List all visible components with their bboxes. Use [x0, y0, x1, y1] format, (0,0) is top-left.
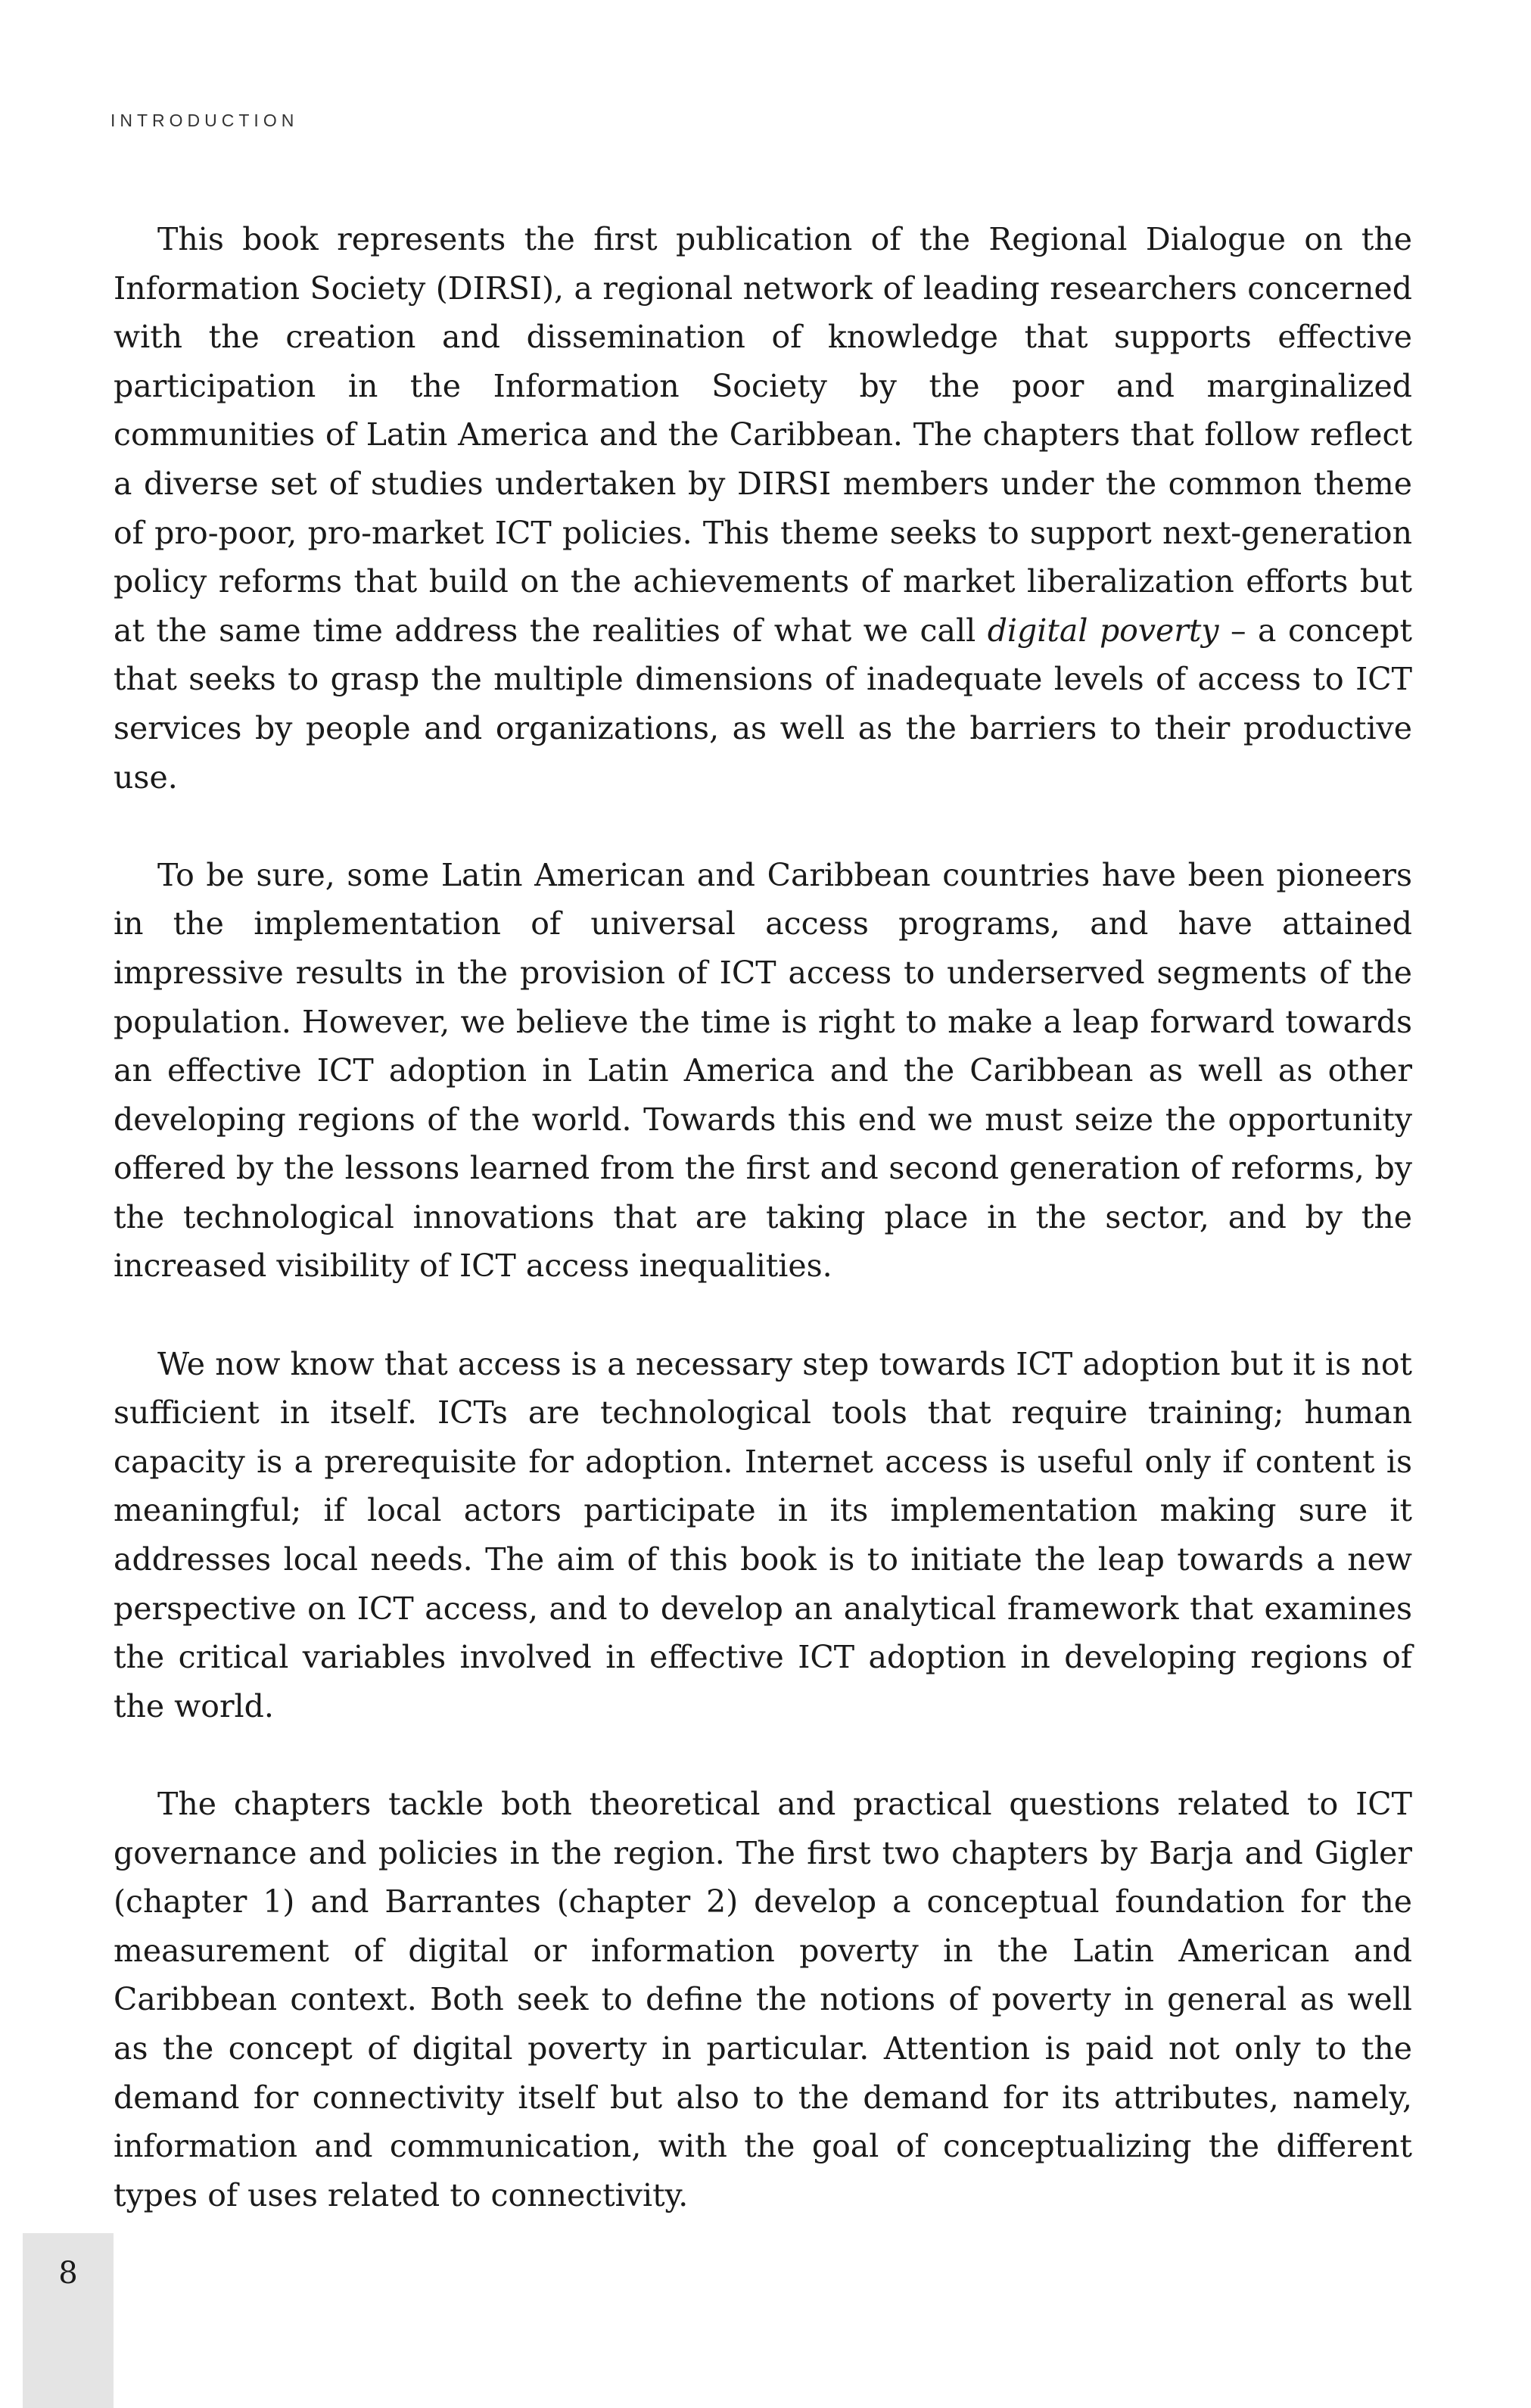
paragraph-4: The chapters tackle both theoretical and practical questions related to ICT governance and policies in the region. The first two chapters by Barja and Gigler (chapter 1) and Barrantes (chapter 2) develop a conceptual foundation for the measurement of digital or information poverty in the Latin American and Caribbean context. Both seek to define the notions of poverty in general as well as the concept of digital poverty in particular. Attention is paid not only to the demand for connectivity itself but also to the demand for its attributes, namely, information and communication, with the goal of conceptualizing the different types of uses related to connectivity. [114, 1786, 1412, 2213]
page-number: 8 [58, 2256, 78, 2291]
paragraph-2: To be sure, some Latin American and Caribbean countries have been pioneers in the implementation of universal access programs, and have attained impressive results in the provision of ICT access to underserved segments of the population. However, we believe the time is right to make a leap forward towards an effective ICT adoption in Latin America and the Caribbean as well as other developing regions of the world. Towards this end we must seize the opportunity offered by the lessons learned from the first and second generation of reforms, by the technological innovations that are taking place in the sector, and by the increased visibility of ICT access inequalities. [114, 856, 1412, 1285]
body-text [114, 215, 1412, 2220]
paragraph-1-text-before: This book represents the first publication of the Regional Dialogue on the Information Society (DIRSI), a regional network of leading researchers concerned with the creation and dissemination of knowledge that supports effective participation in the Information Society by the poor and marginalized communities of Latin America and the Caribbean. The chapters that follow reflect a diverse set of studies undertaken by DIRSI members under the common theme of pro-poor, pro-market ICT policies. This theme seeks to support next-generation policy reforms that build on the achievements of market liberalization efforts but at the same time address the realities of what we call [114, 221, 1412, 649]
paragraph-1-text-after: – a concept that seeks to grasp the multiple dimensions of inadequate levels of access to ICT services by people and organizations, as well as the barriers to their productive use. [114, 612, 1413, 796]
paragraph-1 [114, 215, 1412, 802]
running-head: INTRODUCTION [110, 111, 299, 130]
page-number-tab [23, 2233, 114, 2408]
paragraph-3: We now know that access is a necessary step towards ICT adoption but it is not sufficient in itself. ICTs are technological tools that require training; human capacity is a prerequisite for adoption. Internet access is useful only if content is meaningful; if local actors participate in its implementation making sure it addresses local needs. The aim of this book is to initiate the leap towards a new perspective on ICT access, and to develop an analytical framework that examines the critical variables involved in effective ICT adoption in developing regions of the world. [114, 1345, 1412, 1724]
digital-poverty-emphasis: digital poverty [987, 612, 1219, 649]
